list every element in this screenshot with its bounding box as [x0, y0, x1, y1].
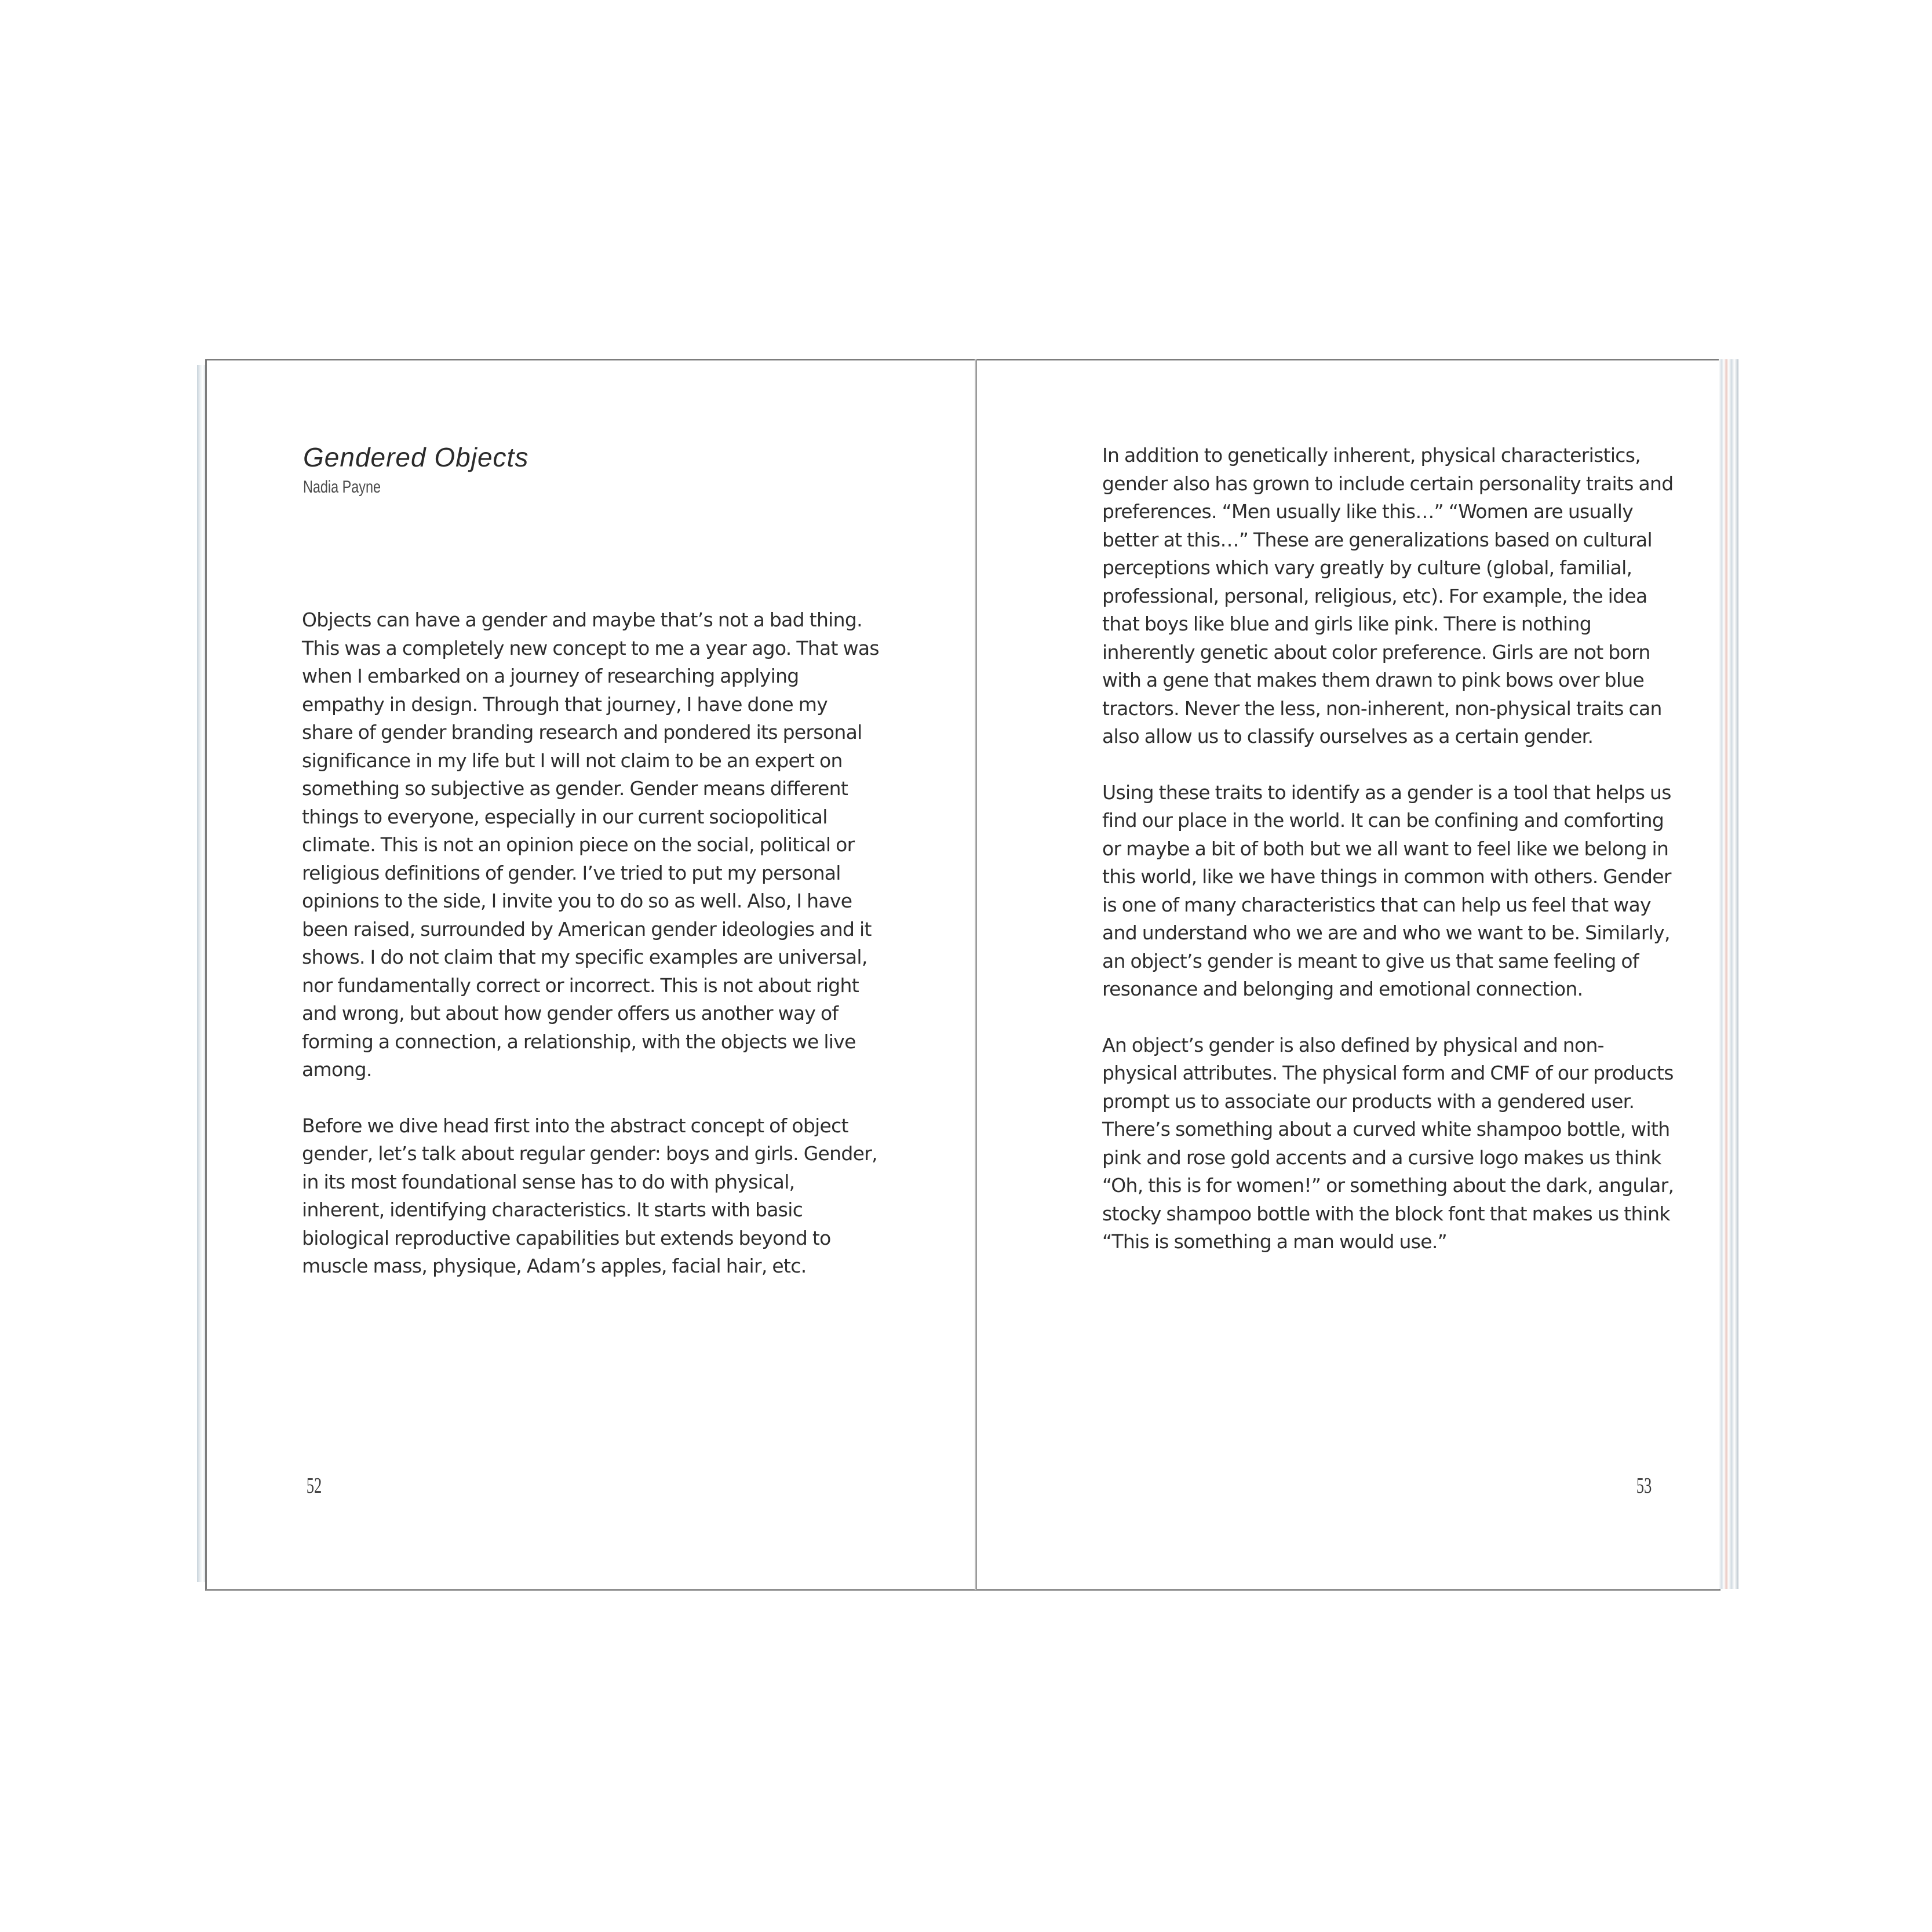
article-author: Nadia Payne: [303, 477, 381, 497]
paragraph: In addition to genetically inherent, physical characteristics, gender also has grown to include certain personality traits and preferences. “Men usually like this…” “Women are usually better at this…” These are generalizations based on cultural perceptions which vary greatly by culture (global, familial, professional, personal, religious, etc). For example, the idea that boys like blue and girls like pink. There is nothing inherently genetic about color preference. Girls are not born with a gene that makes them drawn to pink bows over blue tractors. Never the less, non-inherent, non-physical traits can also allow us to classify ourselves as a certain gender.: [1102, 444, 1674, 748]
left-page-body: [302, 606, 881, 1308]
page-number-right: 53: [1636, 1474, 1652, 1498]
paragraph: Using these traits to identify as a gender is a tool that helps us find our place in the world. It can be confining and comforting or maybe a bit of both but we all want to feel like we belong in this world, like we have things in common with others. Gender is one of many characteristics that can help us feel that way and understand who we are and who we want to be. Similarly, an object’s gender is meant to give us that same feeling of resonance and belonging and emotional connection.: [1102, 781, 1671, 1000]
article-title: Gendered Objects: [303, 442, 529, 472]
book-spread: [197, 359, 1738, 1594]
right-page-body: [1102, 442, 1676, 1284]
right-page: [977, 359, 1720, 1591]
page-stack-right-edge: [1719, 359, 1738, 1589]
paragraph: Objects can have a gender and maybe that’s not a bad thing. This was a completely new concept to me a year ago. That was when I embarked on a journey of researching applying empathy in design. Through that journey, I have done my share of gender branding research and pondered its personal significance in my life but I will not claim to be an expert on something so subjective as gender. Gender means different things to everyone, especially in our current sociopolitical climate. This is not an opinion piece on the social, political or religious definitions of gender. I’ve tried to put my personal opinions to the side, I invite you to do so as well. Also, I have been raised, surrounded by American gender ideologies and it shows. I do not claim that my specific examples are universal, nor fundamentally correct or incorrect. This is not about right and wrong, but about how gender offers us another way of forming a connection, a relationship, with the objects we live among.: [302, 608, 879, 1081]
page-number-left: 52: [306, 1474, 322, 1498]
paragraph: An object’s gender is also defined by physical and non-physical attributes. The physical form and CMF of our products prompt us to associate our products with a gendered user. There’s something about a curved white shampoo bottle, with pink and rose gold accents and a cursive logo makes us think “Oh, this is for women!” or something about the dark, angular, stocky shampoo bottle with the block font that makes us think “This is something a man would use.”: [1102, 1033, 1674, 1253]
left-page: [205, 359, 978, 1591]
paragraph: Before we dive head first into the abstract concept of object gender, let’s talk about regular gender: boys and girls. Gender, in its most foundational sense has to do with physical, inherent, identifying characteristics. It starts with basic biological reproductive capabilities but extends beyond to muscle mass, physique, Adam’s apples, facial hair, etc.: [302, 1114, 877, 1277]
